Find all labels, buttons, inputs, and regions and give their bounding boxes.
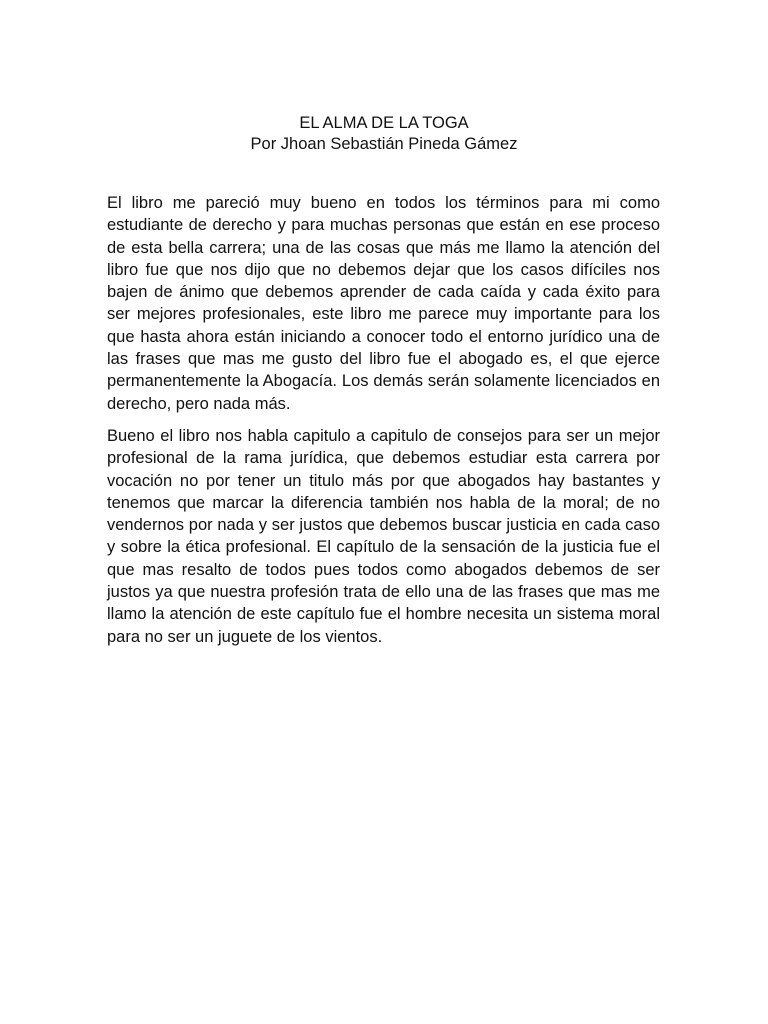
document-title: EL ALMA DE LA TOGA xyxy=(299,114,469,132)
title-block xyxy=(0,113,768,155)
document-body xyxy=(107,192,660,648)
paragraph-1: El libro me pareció muy bueno en todos los términos para mi como estudiante de derecho y para muchas personas que están en ese proceso de esta bella carrera; una de las cosas que más me llamo la atención del libro fue que nos dijo que no debemos dejar que los casos difíciles nos bajen de ánimo que debemos aprender de cada caída y cada éxito para ser mejores profesionales, este libro me parece muy importante para los que hasta ahora están iniciando a conocer todo el entorno jurídico una de las frases que mas me gusto del libro fue el abogado es, el que ejerce permanentemente la Abogacía. Los demás serán solamente licenciados en derecho, pero nada más. xyxy=(107,194,660,413)
document-byline: Por Jhoan Sebastián Pineda Gámez xyxy=(250,135,518,153)
paragraph-2: Bueno el libro nos habla capitulo a capitulo de consejos para ser un mejor profesional de la rama jurídica, que debemos estudiar esta carrera por vocación no por tener un titulo más por que abogados hay bastantes y tenemos que marcar la diferencia también nos habla de la moral; de no vendernos por nada y ser justos que debemos buscar justicia en cada caso y sobre la ética profesional. El capítulo de la sensación de la justicia fue el que mas resalto de todos pues todos como abogados debemos de ser justos ya que nuestra profesión trata de ello una de las frases que mas me llamo la atención de este capítulo fue el hombre necesita un sistema moral para no ser un juguete de los vientos. xyxy=(107,426,660,646)
